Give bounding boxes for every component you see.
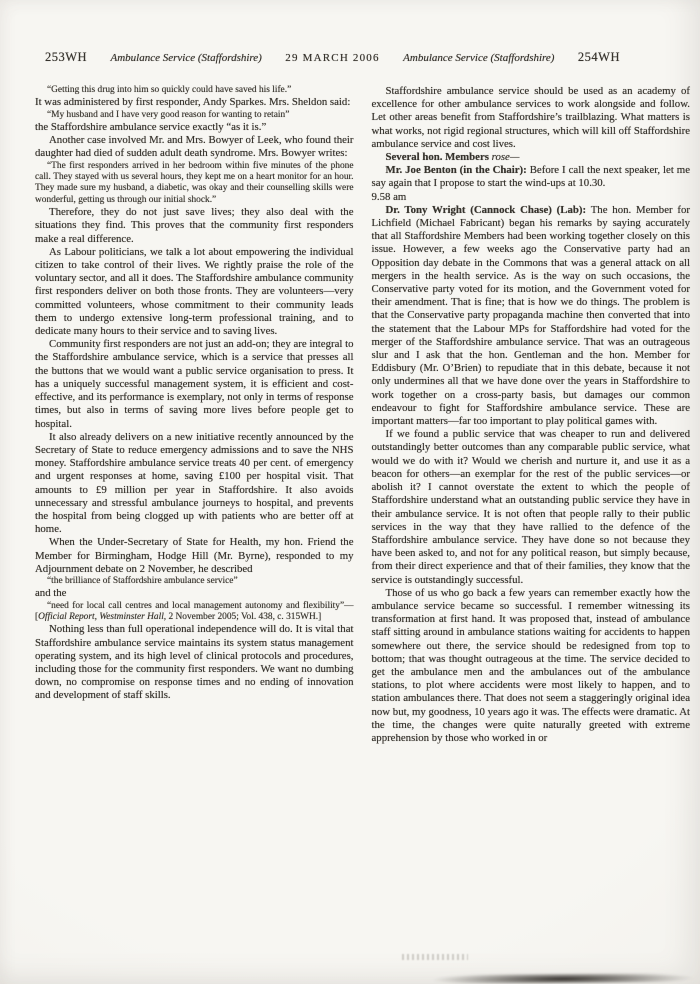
scan-ink-smudge: [412, 973, 700, 984]
text-run: Official Report, Westminster Hall,: [38, 611, 167, 622]
left-column: [35, 85, 354, 745]
paragraph: [35, 623, 354, 702]
text-run: Therefore, they do not just save lives; they also deal with the situations they find. This proves that the community first responders make a real difference.: [35, 206, 354, 245]
left-column-number: 253WH: [45, 50, 88, 64]
faint-printer-mark: [402, 954, 468, 960]
text-run: the Staffordshire ambulance service exactly “as it is.”: [35, 121, 267, 134]
text-run: 9.58 am: [371, 190, 407, 203]
paragraph: [35, 431, 354, 537]
right-column-number: 254WH: [577, 50, 620, 64]
quotation: [35, 601, 354, 624]
speaker-name: Several hon. Members: [385, 151, 492, 164]
paragraph: [372, 587, 691, 745]
text-run: It also already delivers on a new initiative recently announced by the Secretary of State to reduce emergency admissions and to save the NHS money. Staffordshire ambulance service treats 40 per cent. of emergency and urgent responses at home, saving £100 per hospital visit. That amounts to £9 million per year in Staffordshire. It also avoids unnecessary and stressful ambulance journeys to hospital, and prevents the hospital from being clogged up with patients who are better off at home.: [35, 430, 354, 536]
stage-direction: [372, 151, 691, 164]
text-run: The hon. Member for Lichfield (Michael Fabricant) began his remarks by saying accurately that all Staffordshire Members had been working together closely on this issue. However, a few weeks ago the Conservative party had an Opposition day debate in the Commons that was a general attack on all mergers in the health service. As is the way on such occasions, the Conservative party voted for its motion, and the Government voted for their amendment. That is fine; that is how we do things. The problem is that the Conservative party propaganda machine then converted that into the statement that the Labour MPs for Staffordshire had voted for the merger of the Staffordshire ambulance service. That was an outrageous slur and I ask that the hon. Gentleman and the hon. Member for Eddisbury (Mr. O’Brien) to repudiate that in this debate, because it not only undermines all that we have done over the years in Staffordshire to work together on a cross-party basis, but damages our common endeavour to fight for Staffordshire ambulance service. These are important matters—far too important to play political games with.: [371, 203, 690, 428]
paragraph: [35, 587, 354, 600]
text-columns: [35, 85, 690, 745]
text-run: 2 November 2005; Vol. 438, c. 315WH.]: [166, 611, 322, 622]
paragraph: [35, 96, 354, 109]
paragraph: [35, 134, 354, 160]
paragraph: [372, 428, 691, 586]
text-run: As Labour politicians, we talk a lot about empowering the individual citizen to take control of their lives. We rightly praise the role of the voluntary sector, and all it does. The Staffordshire ambulance community first responders deliver on both those fronts. They are volunteers—very committed volunteers, whose commitment to their community leads them to undergo extensive long-term professional training, and to dedicate many hours to their service and to saving lives.: [35, 245, 354, 338]
text-run: and the: [35, 587, 67, 600]
text-run: Another case involved Mr. and Mrs. Bowyer of Leek, who found their daughter had died of sudden adult death syndrome. Mrs. Bowyer writes:: [35, 134, 354, 160]
text-run: Before I call the next speaker, let me say again that I propose to start the wind-ups at 10.30.: [371, 164, 690, 190]
text-run: Community first responders are not just an add-on; they are integral to the Staffordshire ambulance service, which is a service that presses all the buttons that we would want a public service organisation to press. It has a uniquely successful management system, it is efficient and cost-effective, and its performance is exemplary, not only in terms of response times, but also in terms of saving more lives before people get to hospital.: [35, 338, 354, 430]
text-run: Those of us who go back a few years can remember exactly how the ambulance service became so successful. I remember witnessing its transformation at first hand. It was proposed that, instead of ambulance staff sitting around in ambulance stations waiting for accidents to happen somewhere out there, the service should be redesigned from top to bottom; that was thought outrageous at the time. The service decided to get the ambulance men and the ambulances out of the ambulance stations, to plot where accidents were most likely to happen, and to station ambulances there. That does not seem a staggeringly original idea now but, my goodness, 10 years ago it was. The effects were dramatic. At the time, the changes were quite naturally greeted with extreme apprehension by those who worked in or: [371, 586, 690, 744]
text-run: If we found a public service that was cheaper to run and delivered outstandingly better outcomes than any comparable public service, what would we do with it? Would we cherish and nurture it, and use it as a beacon for others—an exemplar for the rest of the public services—or abolish it? I cannot overstate the extent to which the people of Staffordshire understand what an outstanding public service they have in their ambulance service. It is not often that people rally to their public services in the way that they have rallied to the defence of the Staffordshire ambulance service. They have done so not because they have been asked to, and not for any political reason, but simply because, from their direct experience and that of their families, they know that the service is outstandingly successful.: [371, 428, 690, 586]
page-header: [45, 50, 620, 65]
text-run: rose—: [491, 151, 520, 164]
text-run: It was administered by first responder, Andy Sparkes. Mrs. Sheldon said:: [35, 96, 351, 109]
paragraph: [372, 204, 691, 428]
debate-title-left: Ambulance Service (Staffordshire): [110, 52, 262, 64]
debate-date: 29 MARCH 2006: [285, 52, 380, 64]
paragraph: [35, 206, 354, 246]
quotation: [35, 576, 354, 587]
text-run: Staffordshire ambulance service should be used as an academy of excellence for other ambulance services to work alongside and follow. Let other areas benefit from Staffordshire’s trailblazing. What matters is what works, not rigid regional structures, which will kill off Staffordshire ambulance service and cost lives.: [371, 85, 690, 150]
text-run: “Getting this drug into him so quickly could have saved his life.”: [47, 85, 292, 95]
text-run: Nothing less than full operational independence will do. It is vital that Staffordshire ambulance service maintains its system status management operating system, and its high level of clinical protocols and procedures, including those for the community first responders. We want no dumbing down, no compromise on response times and no ending of innovation and development of staff skills.: [35, 623, 354, 702]
paragraph: [372, 164, 691, 190]
quotation: [35, 85, 354, 96]
quotation: [35, 110, 354, 121]
paragraph: [35, 121, 354, 134]
paragraph: [35, 246, 354, 338]
right-column: [372, 85, 691, 745]
quotation: [35, 161, 354, 207]
text-run: “My husband and I have very good reason for wanting to retain”: [47, 109, 290, 120]
debate-title-right: Ambulance Service (Staffordshire): [403, 52, 555, 64]
timestamp: [372, 191, 691, 204]
paragraph: [372, 85, 691, 151]
paragraph: [35, 338, 354, 430]
text-run: “the brilliance of Staffordshire ambulance service”: [47, 575, 238, 586]
speaker-name: Dr. Tony Wright (Cannock Chase) (Lab):: [385, 203, 587, 216]
text-run: When the Under-Secretary of State for Health, my hon. Friend the Member for Birmingham, Hodge Hill (Mr. Byrne), responded to my Adjournment debate on 2 November, he described: [35, 536, 354, 575]
paragraph: [35, 536, 354, 576]
text-run: “The first responders arrived in her bedroom within five minutes of the phone call. They stayed with us several hours, they kept me on a heart monitor for an hour. They made sure my husband, a diabetic, was okay and their counselling skills were wonderful, getting us through our initial shock.”: [35, 160, 354, 205]
text-run: “need for local call centres and local management autonomy and flexibility”—[: [35, 600, 354, 622]
speaker-name: Mr. Joe Benton (in the Chair):: [385, 164, 527, 177]
